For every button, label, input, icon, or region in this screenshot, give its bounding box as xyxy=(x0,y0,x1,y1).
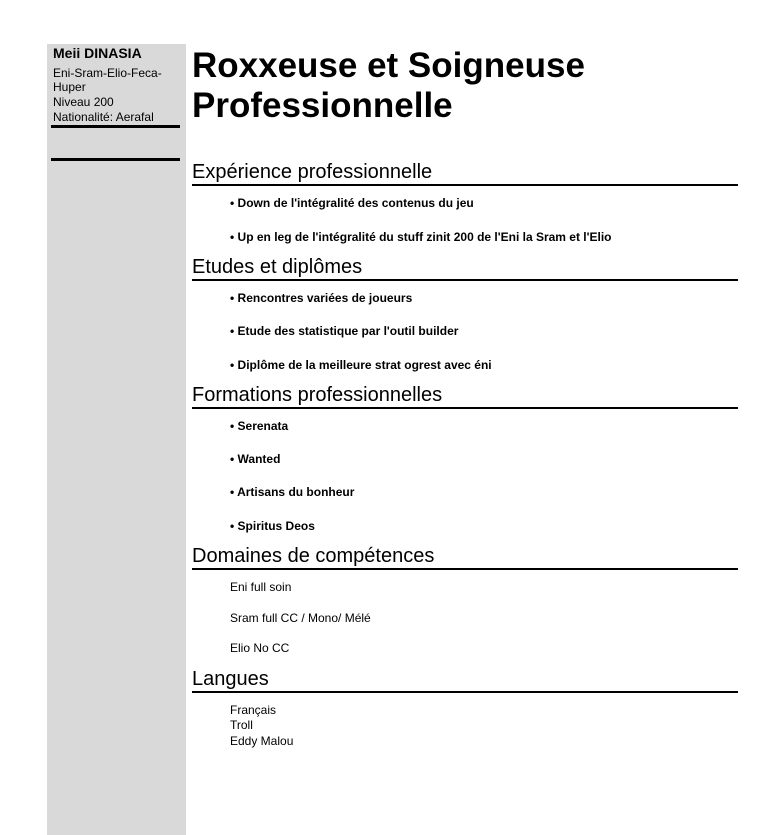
list-item: Sram full CC / Mono/ Mélé xyxy=(230,611,371,625)
list-item: • Serenata xyxy=(230,419,289,433)
list-item: Eddy Malou xyxy=(230,734,294,748)
list-item: Eni full soin xyxy=(230,580,292,594)
section-heading-formations: Formations professionnelles xyxy=(192,383,738,409)
list-item: Troll xyxy=(230,718,253,732)
nationality-line: Nationalité: Aerafal xyxy=(53,110,154,124)
list-item: • Etude des statistique par l'outil builder xyxy=(230,324,459,338)
title-line-1: Roxxeuse et Soigneuse xyxy=(192,46,585,85)
title-line-2: Professionnelle xyxy=(192,86,453,125)
sidebar-divider-top xyxy=(51,125,180,128)
candidate-name: Meii DINASIA xyxy=(53,45,142,61)
list-item: • Artisans du bonheur xyxy=(230,485,355,499)
list-item: • Rencontres variées de joueurs xyxy=(230,291,413,305)
classes-line-2: Huper xyxy=(53,80,86,94)
list-item: Français xyxy=(230,703,277,717)
list-item: • Down de l'intégralité des contenus du jeu xyxy=(230,196,474,210)
list-item: • Wanted xyxy=(230,452,281,466)
section-heading-experience: Expérience professionnelle xyxy=(192,160,738,186)
sidebar xyxy=(47,44,186,835)
level-line: Niveau 200 xyxy=(53,95,114,109)
classes-line-1: Eni-Sram-Elio-Feca- xyxy=(53,66,162,80)
list-item: • Diplôme de la meilleure strat ogrest avec éni xyxy=(230,358,492,372)
page-title xyxy=(192,46,585,126)
list-item: Elio No CC xyxy=(230,641,290,655)
list-item: • Spiritus Deos xyxy=(230,519,315,533)
section-heading-langues: Langues xyxy=(192,667,738,693)
section-heading-competences: Domaines de compétences xyxy=(192,544,738,570)
sidebar-divider-bottom xyxy=(51,158,180,161)
list-item: • Up en leg de l'intégralité du stuff zinit 200 de l'Eni la Sram et l'Elio xyxy=(230,230,612,244)
section-heading-etudes: Etudes et diplômes xyxy=(192,255,738,281)
